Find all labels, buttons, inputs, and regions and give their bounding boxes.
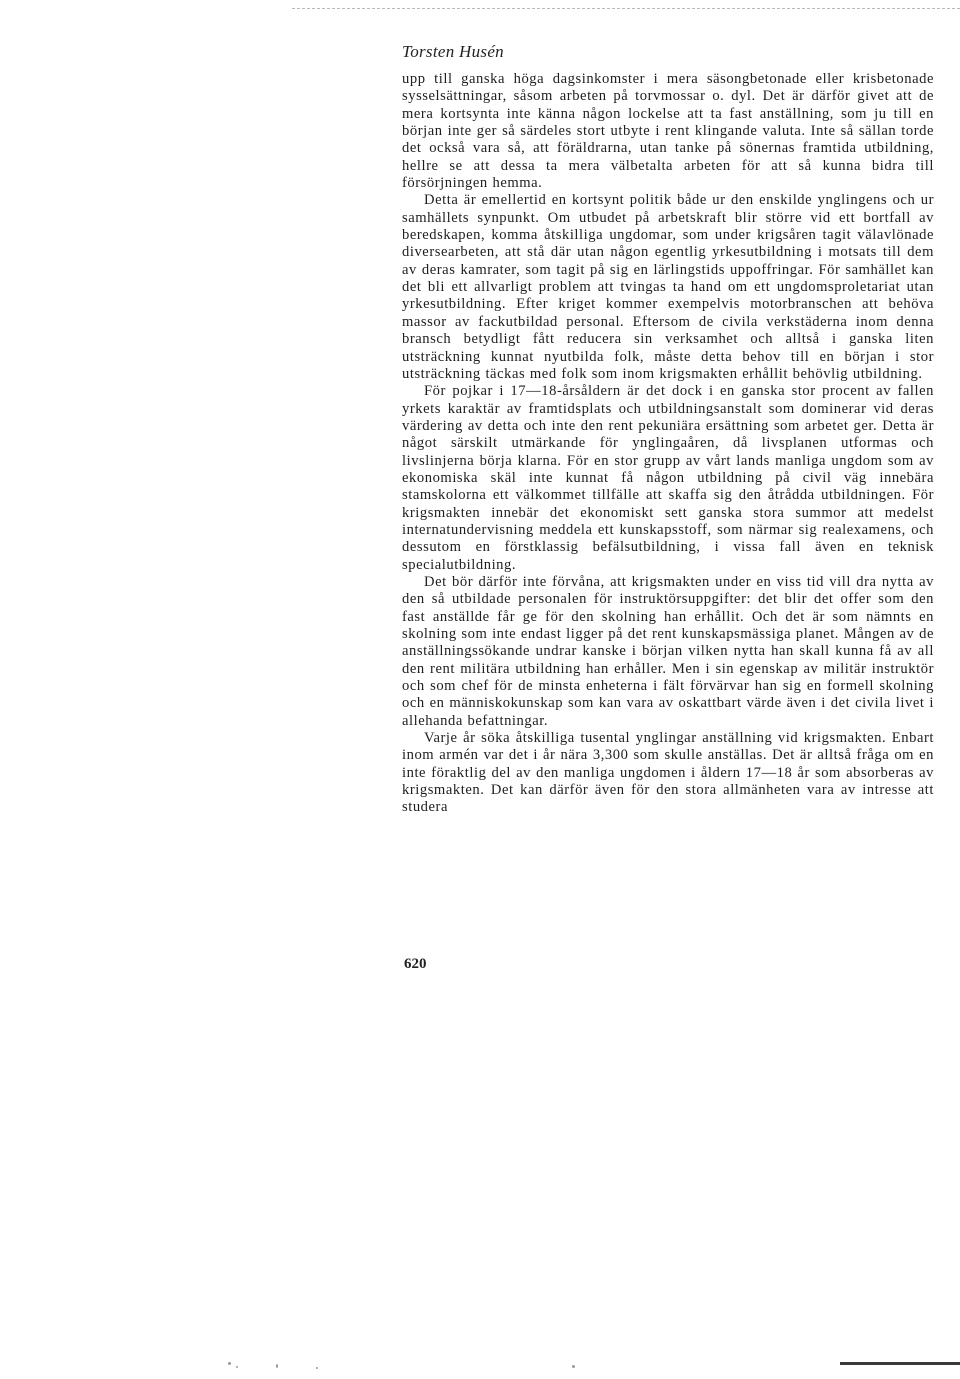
running-head: Torsten Husén [402, 42, 504, 61]
scan-speck [228, 1362, 231, 1365]
paragraph: Det bör därför inte förvåna, att krigsmakten under en viss tid vill dra nytta av den så utbildade personalen för instruktörsuppgifter: det blir det offer som den fast anställde får ge för den skolning han erhållit. Och det är som nämnts en skolning som inte endast ligger på det rent kunskapsmässiga planet. Mången av de anställningssökande undrar kanske i början vilken nytta han skall kunna få av all den rent militära utbildning han erhåller. Men i sin egenskap av militär instruktör och som chef för de minsta enheterna i fält förvärvar han sig en formell skolning och en människokunskap som kan vara av oskattbart värde även i det civila livet i allehanda befattningar. [402, 573, 934, 729]
top-rule [292, 8, 960, 9]
paragraph: Detta är emellertid en kortsynt politik både ur den enskilde ynglingens och ur samhällets synpunkt. Om utbudet på arbetskraft blir större vid ett bortfall av beredskapen, komma åtskilliga ungdomar, som under krigsåren tagit välavlönade diversearbeten, att stå där utan någon egentlig yrkesutbildning i motsats till dem av deras kamrater, som tagit på sig en lärlingstids uppoffringar. För samhället kan det bli ett allvarligt problem att tvingas ta hand om ett ungdomsproletariat utan yrkesutbildning. Efter kriget kommer exempelvis motorbranschen att behöva massor av fackutbildad personal. Eftersom de civila verkstäderna inom denna bransch betydligt fått reducera sin verksamhet och alltså i ganska liten utsträckning kunnat nyutbilda folk, måste detta behov till en början i stor utsträckning täckas med folk som inom krigsmakten erhållit behövlig utbildning. [402, 192, 934, 382]
scan-speck [572, 1365, 575, 1368]
paragraph: upp till ganska höga dagsinkomster i mera säsongbetonade eller krisbetonade sysselsättningar, såsom arbeten på torvmossar o. dyl. Det är därför givet att de mera kortsynta inte känna någon lockelse att ta fast anställning, som ju till en början inte ger så särdeles stort utbyte i rent klingande valuta. Inte så sällan torde det också vara så, att föräldrarna, utan tanke på sönernas framtida utbildning, hellre se att dessa ta mera välbetalta arbeten för att så kunna bidra till försörjningen hemma. [402, 71, 934, 192]
page-number: 620 [404, 956, 427, 972]
scan-speck [316, 1367, 318, 1369]
scan-edge-bar [840, 1362, 960, 1365]
scan-speck [236, 1366, 238, 1368]
paragraph: Varje år söka åtskilliga tusental ynglingar anställning vid krigsmakten. Enbart inom armén var det i år nära 3,300 som skulle anställas. Det är alltså fråga om en inte föraktlig del av den manliga ungdomen i åldern 17—18 år som absorberas av krigsmakten. Det kan därför även för den stora allmänheten vara av intresse att studera [402, 730, 934, 816]
scan-speck [276, 1364, 278, 1368]
paragraph: För pojkar i 17—18-årsåldern är det dock i en ganska stor procent av fallen yrkets karaktär av framtidsplats och utbildningsanstalt som dominerar vid deras värdering av detta och inte den rent pekuniära ersättning som arbetet ger. Detta är något särskilt utmärkande för ynglingaåren, då livsplanen utformas och livslinjerna börja klarna. För en stor grupp av vårt lands manliga ungdom som av ekonomiska skäl inte kunnat få någon utbildning på civil väg innebära stamskolorna ett välkommet tillfälle att skaffa sig den åtrådda utbildningen. För krigsmakten innebär det ekonomiskt sett ganska stora summor att medelst internatundervisning meddela ett kunskapsstoff, som närmar sig realexamens, och dessutom en förstklassig befälsutbildning, i vissa fall även en teknisk specialutbildning. [402, 383, 934, 573]
article-body [402, 71, 934, 817]
